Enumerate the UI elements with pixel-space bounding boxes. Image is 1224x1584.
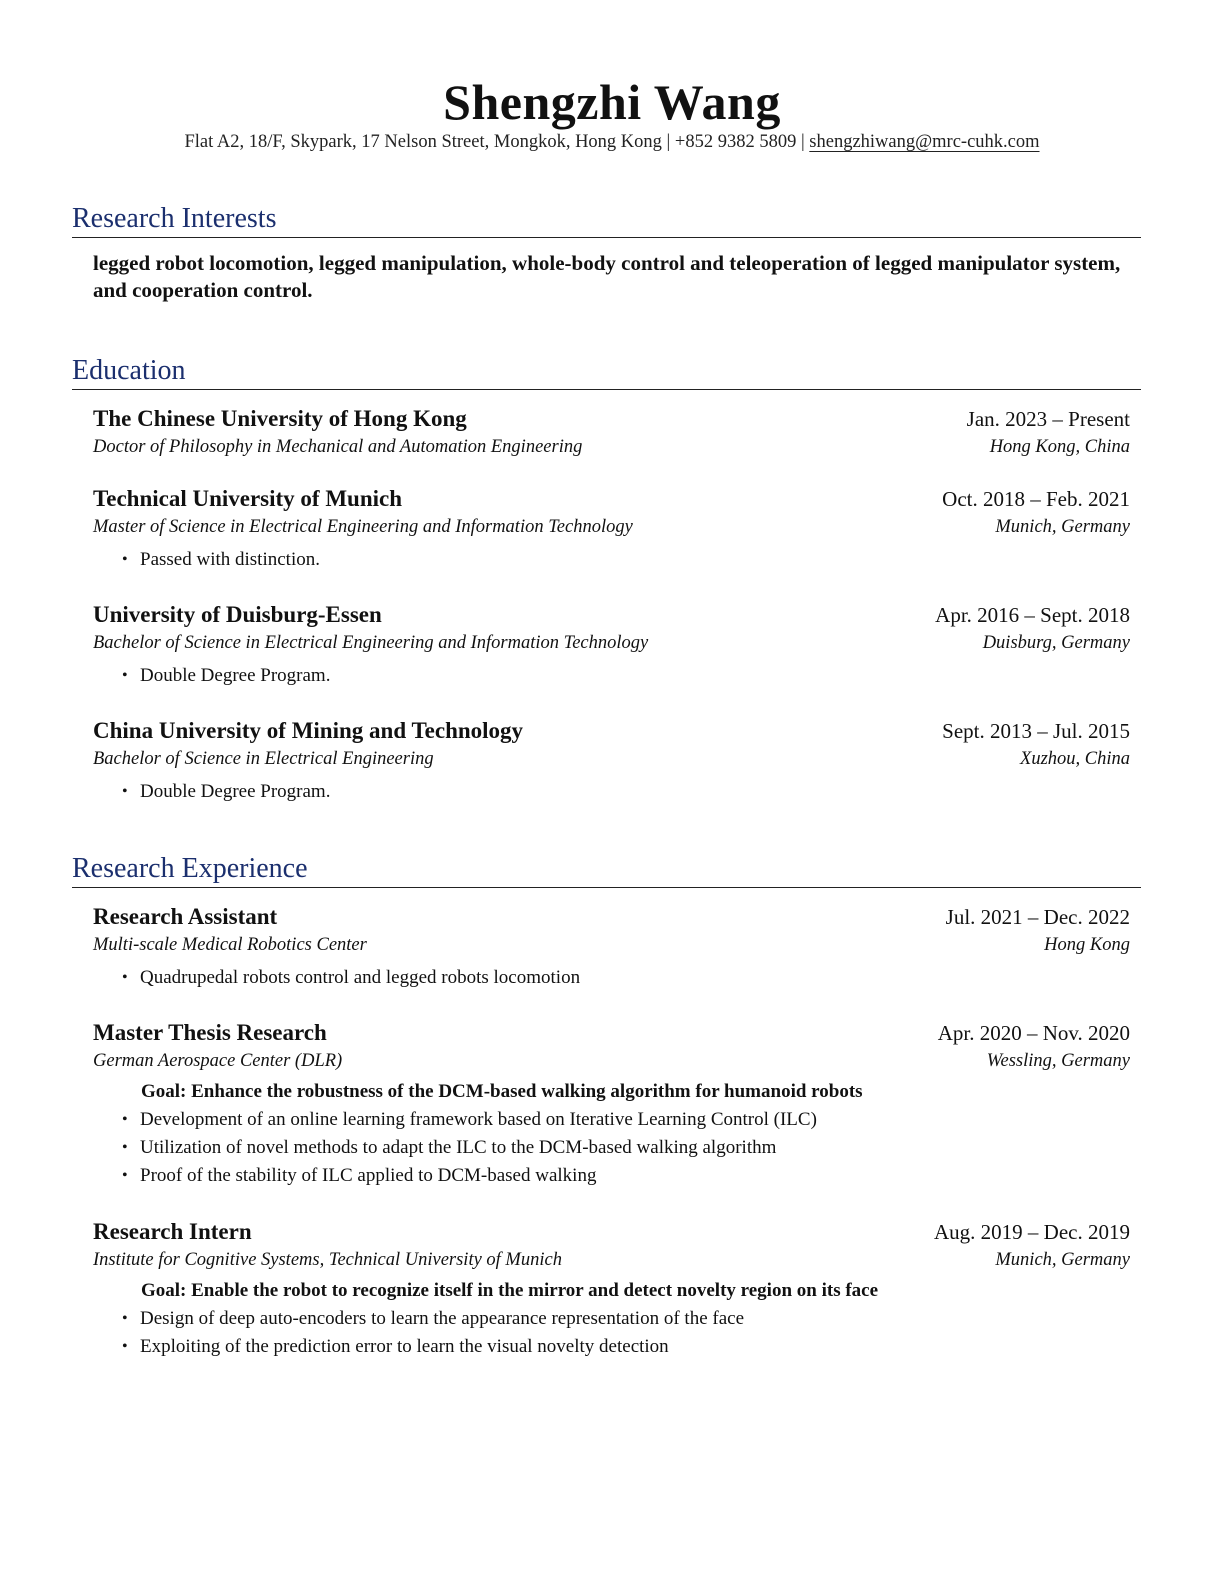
location: Duisburg, Germany bbox=[982, 633, 1130, 653]
education-entry-cumt bbox=[93, 716, 1130, 806]
resume-name: Shengzhi Wang bbox=[443, 74, 781, 130]
bullet-list bbox=[93, 1106, 1130, 1190]
list-item: • Proof of the stability of ILC applied to DCM-based walking bbox=[140, 1162, 1130, 1190]
degree-name: Doctor of Philosophy in Mechanical and Automation Engineering bbox=[93, 437, 583, 457]
email-link[interactable]: shengzhiwang@mrc-cuhk.com bbox=[809, 132, 1040, 152]
position-title: Research Intern bbox=[93, 1219, 252, 1244]
bullet-list bbox=[93, 1305, 1130, 1361]
location: Wessling, Germany bbox=[986, 1051, 1130, 1071]
experience-entry-research-assistant bbox=[93, 902, 1130, 992]
education-entry-duisburg-essen bbox=[93, 600, 1130, 690]
degree-name: Master of Science in Electrical Engineering and Information Technology bbox=[93, 517, 633, 537]
date-range: Aug. 2019 – Dec. 2019 bbox=[934, 1220, 1130, 1244]
institution-name: University of Duisburg-Essen bbox=[93, 602, 382, 627]
organization-name: German Aerospace Center (DLR) bbox=[93, 1051, 343, 1071]
location: Xuzhou, China bbox=[1020, 749, 1130, 769]
organization-name: Institute for Cognitive Systems, Technical University of Munich bbox=[93, 1250, 562, 1270]
organization-name: Multi-scale Medical Robotics Center bbox=[93, 935, 367, 955]
location: Munich, Germany bbox=[995, 1250, 1130, 1270]
location: Munich, Germany bbox=[995, 517, 1130, 537]
location: Hong Kong, China bbox=[989, 437, 1130, 457]
bullet-list bbox=[93, 662, 1130, 690]
date-range: Oct. 2018 – Feb. 2021 bbox=[942, 487, 1130, 511]
date-range: Apr. 2020 – Nov. 2020 bbox=[937, 1021, 1130, 1045]
date-range: Jul. 2021 – Dec. 2022 bbox=[945, 905, 1130, 929]
section-title-education: Education bbox=[72, 354, 1141, 390]
list-item: • Passed with distinction. bbox=[140, 546, 1130, 574]
date-range: Apr. 2016 – Sept. 2018 bbox=[935, 603, 1130, 627]
date-range: Jan. 2023 – Present bbox=[966, 407, 1130, 431]
experience-entry-research-intern bbox=[93, 1217, 1130, 1361]
address: Flat A2, 18/F, Skypark, 17 Nelson Street, Mongkok, Hong Kong bbox=[184, 132, 662, 152]
separator: | bbox=[661, 132, 675, 152]
list-item: • Design of deep auto-encoders to learn the appearance representation of the face bbox=[140, 1305, 1130, 1333]
list-item: • Utilization of novel methods to adapt the ILC to the DCM-based walking algorithm bbox=[140, 1134, 1130, 1162]
goal-statement: Goal: Enhance the robustness of the DCM-based walking algorithm for humanoid robots bbox=[141, 1081, 863, 1102]
date-range: Sept. 2013 – Jul. 2015 bbox=[942, 719, 1130, 743]
list-item: • Double Degree Program. bbox=[140, 778, 1130, 806]
education-entry-cuhk bbox=[93, 404, 1130, 460]
institution-name: The Chinese University of Hong Kong bbox=[93, 406, 467, 431]
goal-statement: Goal: Enable the robot to recognize itself in the mirror and detect novelty region on its face bbox=[141, 1280, 879, 1301]
bullet-list bbox=[93, 964, 1130, 992]
institution-name: China University of Mining and Technology bbox=[93, 718, 524, 743]
degree-name: Bachelor of Science in Electrical Engineering and Information Technology bbox=[93, 633, 649, 653]
location: Hong Kong bbox=[1044, 935, 1130, 955]
position-title: Master Thesis Research bbox=[93, 1020, 327, 1045]
research-interests-text: legged robot locomotion, legged manipulation, whole-body control and teleoperation of legged manipulator system, and cooperation control. bbox=[93, 251, 1121, 302]
degree-name: Bachelor of Science in Electrical Engineering bbox=[93, 749, 434, 769]
phone-number: +852 9382 5809 bbox=[674, 132, 797, 152]
list-item: • Development of an online learning framework based on Iterative Learning Control (ILC) bbox=[140, 1106, 1130, 1134]
separator: | bbox=[796, 132, 810, 152]
list-item: • Exploiting of the prediction error to learn the visual novelty detection bbox=[140, 1333, 1130, 1361]
contact-line bbox=[0, 130, 1224, 154]
experience-entry-master-thesis bbox=[93, 1018, 1130, 1190]
list-item: • Quadrupedal robots control and legged robots locomotion bbox=[140, 964, 1130, 992]
institution-name: Technical University of Munich bbox=[93, 486, 403, 511]
section-title-research-experience: Research Experience bbox=[72, 852, 1141, 888]
bullet-list bbox=[93, 546, 1130, 574]
position-title: Research Assistant bbox=[93, 904, 278, 929]
education-entry-tum bbox=[93, 484, 1130, 574]
section-title-research-interests: Research Interests bbox=[72, 202, 1141, 238]
list-item: • Double Degree Program. bbox=[140, 662, 1130, 690]
bullet-list bbox=[93, 778, 1130, 806]
